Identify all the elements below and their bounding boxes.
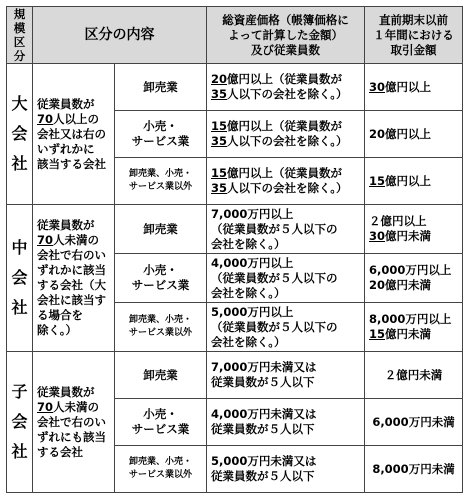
cell-line: 15億円以上 — [369, 173, 432, 188]
underlined-value: 15 — [211, 166, 228, 180]
cell-line: 会社を除く。） — [211, 236, 286, 251]
industry-other — [115, 303, 207, 352]
desc-medium — [33, 205, 115, 352]
cell-line: 従業員数が５人以下 — [211, 469, 315, 483]
industry-wholesale — [115, 64, 207, 111]
company-size-table — [6, 6, 463, 493]
assets-large-wholesale — [207, 64, 365, 111]
assets-small-retail — [207, 399, 365, 446]
assets-small-other — [207, 446, 365, 493]
industry-label: 小売・ — [143, 263, 178, 277]
underlined-value: 35 — [211, 134, 228, 148]
underlined-value: 15 — [369, 173, 386, 188]
industry-label: サービス業 — [131, 278, 190, 292]
underlined-value: 30 — [369, 229, 386, 243]
cell-line: ２億円未満 — [384, 367, 443, 382]
cell-line: （従業員数が５人以下の — [211, 319, 338, 334]
assets-medium-other — [207, 303, 365, 352]
cell-line: 5,000万円未満又は — [211, 454, 317, 468]
industry-label: 小売・ — [143, 119, 178, 133]
scale-char: 会 — [11, 268, 28, 287]
industry-retail-service — [115, 254, 207, 303]
underlined-value: 70 — [37, 111, 54, 126]
industry-wholesale — [115, 352, 207, 399]
cell-line: 該当する会社 — [37, 156, 106, 171]
industry-label: サービス業以外 — [128, 328, 192, 338]
assets-large-other — [207, 158, 365, 205]
header-classification: 区分の内容 — [33, 7, 207, 64]
assets-medium-wholesale — [207, 205, 365, 254]
trans-medium-retail — [365, 254, 463, 303]
scale-large — [7, 64, 33, 205]
header-assets-line: 及び従業員数 — [251, 42, 320, 57]
header-transactions-line: 直前期末以前 — [379, 12, 448, 27]
underlined-value: 70 — [37, 233, 54, 247]
header-assets — [207, 7, 365, 64]
header-scale — [7, 7, 33, 64]
cell-line: いずれかに — [37, 141, 95, 156]
trans-large-retail — [365, 111, 463, 158]
desc-small — [33, 352, 115, 493]
cell-line: 会社で右のい — [37, 248, 106, 262]
industry-label: 卸売業 — [143, 79, 178, 94]
header-assets-line: 総資産価格（帳簿価格に — [222, 12, 349, 27]
cell-line: 7,000万円未満又は — [211, 360, 317, 374]
industry-label: 卸売業、小売・ — [128, 457, 192, 467]
cell-line: 35人以下の会社を除く。） — [211, 181, 348, 195]
cell-line: 20億円未満 — [369, 278, 432, 292]
industry-label: 卸売業、小売・ — [128, 169, 192, 179]
desc-large — [33, 64, 115, 205]
trans-medium-wholesale — [365, 205, 463, 254]
industry-label: サービス業以外 — [128, 182, 192, 192]
trans-small-wholesale — [365, 352, 463, 399]
cell-line: 15億円以上（従業員数が — [211, 119, 343, 133]
cell-line: 20億円以上（従業員数が — [211, 72, 343, 86]
industry-retail-service — [115, 111, 207, 158]
scale-char: 社 — [11, 298, 28, 317]
scale-char: 子 — [11, 382, 28, 401]
assets-small-wholesale — [207, 352, 365, 399]
cell-line: 5,000万円以上 — [211, 304, 294, 319]
cell-line: する会社（大 — [37, 278, 106, 292]
scale-medium — [7, 205, 33, 352]
underlined-value: 30 — [369, 79, 386, 94]
header-scale-line: 模 — [13, 21, 26, 35]
cell-line: 70人以上の — [37, 111, 100, 126]
underlined-value: 20 — [211, 72, 228, 86]
table-row — [7, 205, 463, 254]
cell-line: 会社を除く。） — [211, 334, 286, 349]
industry-label: サービス業以外 — [128, 470, 192, 480]
assets-medium-retail — [207, 254, 365, 303]
header-scale-line: 区 — [13, 35, 26, 49]
industry-label: 卸売業、小売・ — [128, 315, 192, 325]
industry-other — [115, 446, 207, 493]
cell-line: 6,000万円以上 — [369, 263, 452, 277]
cell-line: 15億円以上（従業員数が — [211, 166, 343, 180]
cell-line: （従業員数が５人以下の — [211, 270, 338, 285]
scale-char: 会 — [11, 124, 28, 143]
cell-line: 従業員数が — [37, 218, 95, 232]
industry-wholesale — [115, 205, 207, 254]
cell-line: 除く。） — [37, 323, 78, 337]
cell-line: する会社 — [37, 444, 83, 459]
scale-char: 大 — [11, 94, 28, 113]
industry-label: 卸売業 — [143, 221, 178, 236]
scale-char: 会 — [11, 412, 28, 431]
scale-small — [7, 352, 33, 493]
cell-line: 4,000万円未満又は — [211, 407, 317, 421]
cell-line: （従業員数が５人以下の — [211, 221, 338, 236]
scale-char: 中 — [11, 238, 28, 257]
trans-small-other — [365, 446, 463, 493]
header-assets-line: よって計算した金額） — [228, 27, 343, 42]
cell-line: 70人未満の — [37, 399, 100, 414]
table-row — [7, 64, 463, 111]
header-scale-line: 規 — [13, 7, 26, 21]
cell-line: 会社に該当す — [37, 293, 106, 307]
header-row — [7, 7, 463, 64]
cell-line: 70人未満の — [37, 233, 100, 247]
cell-line: 35人以下の会社を除く。） — [211, 87, 348, 101]
cell-line: ずれかに該当 — [37, 263, 106, 277]
header-transactions-line: 取引金額 — [390, 42, 437, 57]
trans-large-wholesale — [365, 64, 463, 111]
header-transactions-line: １年間における — [373, 27, 454, 42]
header-scale-line: 分 — [13, 49, 26, 63]
cell-line: 会社で右のい — [37, 414, 106, 429]
cell-line: 8,000万円以上 — [369, 312, 452, 326]
cell-line: 30億円以上 — [369, 79, 432, 94]
cell-line: ２億円以上 — [369, 214, 427, 228]
cell-line: 8,000万円未満 — [372, 461, 455, 476]
trans-medium-other — [365, 303, 463, 352]
underlined-value: 35 — [211, 181, 228, 195]
cell-line: 4,000万円以上 — [211, 255, 294, 270]
cell-line: 会社を除く。） — [211, 285, 286, 300]
header-transactions — [365, 7, 463, 64]
cell-line: 従業員数が５人以下 — [211, 375, 315, 389]
cell-line: 7,000万円以上 — [211, 206, 294, 221]
scale-char: 社 — [11, 442, 28, 461]
cell-line: 従業員数が — [37, 384, 95, 399]
assets-large-retail — [207, 111, 365, 158]
cell-line: 従業員数が — [37, 96, 95, 111]
cell-line: 30億円未満 — [369, 229, 432, 243]
cell-line: 6,000万円未満 — [372, 414, 455, 429]
underlined-value: 35 — [211, 87, 228, 101]
industry-label: 小売・ — [143, 407, 178, 421]
cell-line: 従業員数が５人以下 — [211, 422, 315, 436]
underlined-value: 15 — [369, 327, 386, 341]
cell-line: 20億円以上 — [369, 126, 432, 141]
table-row — [7, 352, 463, 399]
scale-char: 社 — [11, 154, 28, 173]
cell-line: 35人以下の会社を除く。） — [211, 134, 348, 148]
industry-other — [115, 158, 207, 205]
industry-retail-service — [115, 399, 207, 446]
industry-label: サービス業 — [131, 422, 190, 436]
cell-line: る場合を — [37, 308, 83, 322]
industry-label: サービス業 — [131, 134, 190, 148]
underlined-value: 15 — [211, 119, 228, 133]
industry-label: 卸売業 — [143, 367, 178, 382]
trans-large-other — [365, 158, 463, 205]
cell-line: 15億円未満 — [369, 327, 432, 341]
cell-line: ずれにも該当 — [37, 429, 106, 444]
trans-small-retail — [365, 399, 463, 446]
cell-line: 会社又は右の — [37, 126, 106, 141]
underlined-value: 70 — [37, 399, 54, 414]
